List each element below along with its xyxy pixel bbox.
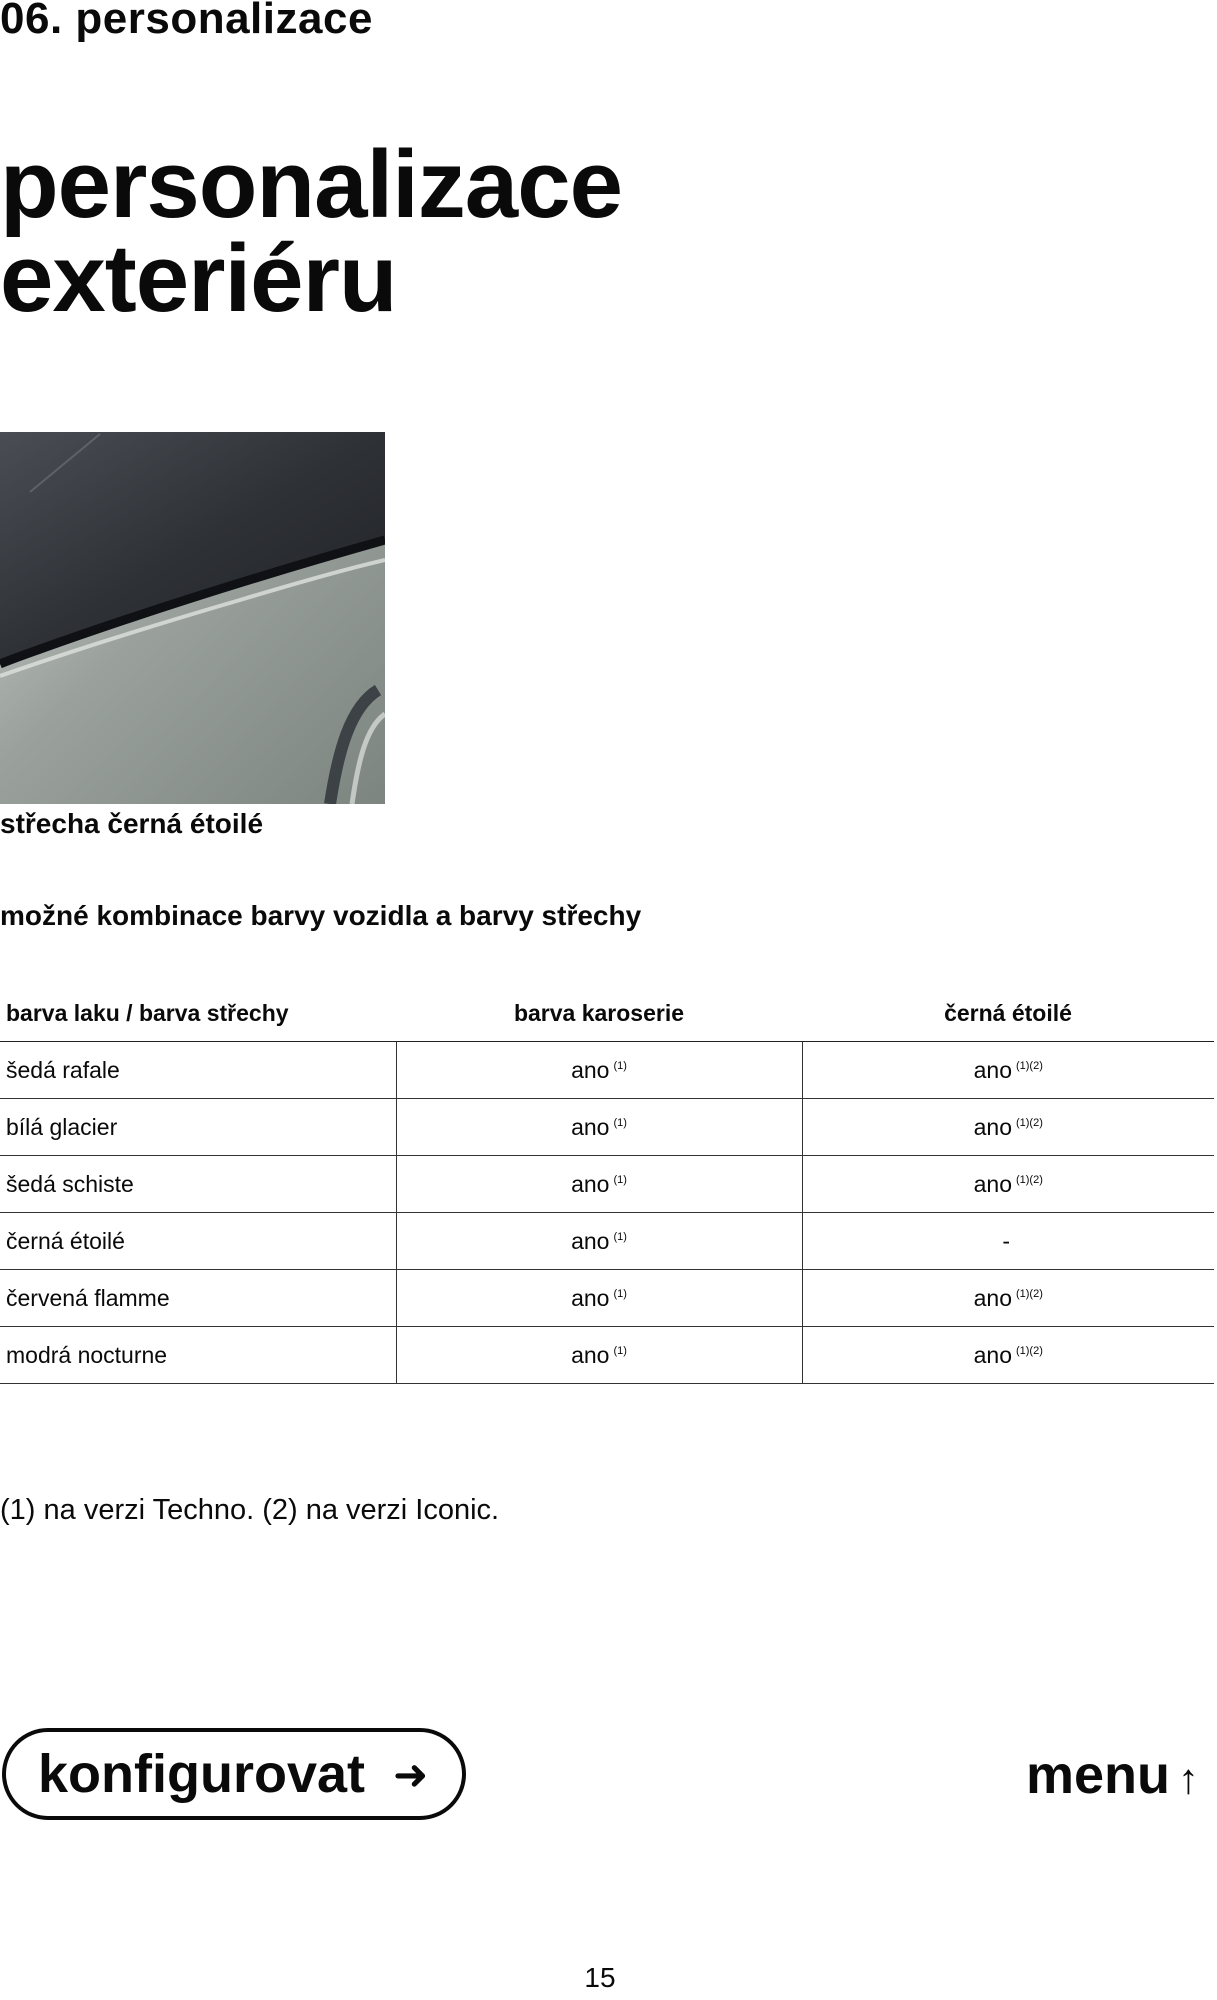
body-availability-value: ano (571, 1227, 610, 1254)
page-title-line-1: personalizace (0, 131, 622, 238)
roof-availability-value: - (1002, 1227, 1011, 1254)
roof-availability-note: (1)(2) (1015, 1287, 1043, 1300)
body-availability-note: (1) (613, 1287, 627, 1300)
cell-body-availability (396, 1327, 802, 1384)
cell-roof-availability (802, 1327, 1214, 1384)
table-row (0, 1099, 1214, 1156)
footnote: (1) na verzi Techno. (2) na verzi Iconic. (0, 1494, 500, 1526)
column-header-paint: barva laku / barva střechy (0, 985, 396, 1042)
arrow-up-icon: ↑ (1178, 1755, 1199, 1802)
menu-link-label: menu (1025, 1745, 1170, 1805)
roof-availability-note: (1)(2) (1015, 1059, 1043, 1072)
page-number: 15 (584, 1962, 616, 1993)
body-availability-value: ano (571, 1341, 610, 1368)
table-heading: možné kombinace barvy vozidla a barvy střechy (0, 900, 642, 931)
roof-availability-note: (1)(2) (1015, 1173, 1043, 1186)
roof-availability-note: (1)(2) (1015, 1116, 1043, 1129)
roof-availability-value: ano (973, 1170, 1012, 1197)
table-row (0, 1213, 1214, 1270)
color-combination-table (0, 985, 1214, 1384)
cell-body-availability (396, 1042, 802, 1099)
cell-roof-availability (802, 1156, 1214, 1213)
table-row (0, 1270, 1214, 1327)
body-availability-note: (1) (613, 1230, 627, 1243)
table-row (0, 1042, 1214, 1099)
arrow-right-icon: ➜ (393, 1750, 429, 1798)
cell-roof-availability (802, 1042, 1214, 1099)
photo-caption: střecha černá étoilé (0, 808, 264, 839)
cell-body-availability (396, 1099, 802, 1156)
configure-button-label: konfigurovat (38, 1744, 366, 1804)
cell-body-availability (396, 1156, 802, 1213)
body-availability-note: (1) (613, 1173, 627, 1186)
cell-body-availability (396, 1213, 802, 1270)
page-title-line-2: exteriéru (0, 225, 397, 332)
menu-link[interactable] (1026, 1744, 1199, 1806)
body-availability-value: ano (571, 1113, 610, 1140)
cell-paint-name: černá étoilé (0, 1213, 396, 1270)
roof-availability-value: ano (973, 1113, 1012, 1140)
roof-photo (0, 432, 385, 804)
cell-paint-name: šedá schiste (0, 1156, 396, 1213)
cell-roof-availability (802, 1270, 1214, 1327)
column-header-roof: černá étoilé (802, 985, 1214, 1042)
cell-roof-availability (802, 1213, 1214, 1270)
cell-body-availability (396, 1270, 802, 1327)
cell-paint-name: modrá nocturne (0, 1327, 396, 1384)
roof-availability-note: (1)(2) (1015, 1344, 1043, 1357)
body-availability-note: (1) (613, 1344, 627, 1357)
cell-roof-availability (802, 1099, 1214, 1156)
body-availability-value: ano (571, 1284, 610, 1311)
page-title (0, 131, 622, 332)
roof-availability-value: ano (973, 1056, 1012, 1083)
table-row (0, 1156, 1214, 1213)
section-title: 06. personalizace (0, 0, 373, 43)
body-availability-value: ano (571, 1056, 610, 1083)
cell-paint-name: bílá glacier (0, 1099, 396, 1156)
cell-paint-name: červená flamme (0, 1270, 396, 1327)
table-row (0, 1327, 1214, 1384)
roof-availability-value: ano (973, 1284, 1012, 1311)
cell-paint-name: šedá rafale (0, 1042, 396, 1099)
column-header-body: barva karoserie (396, 985, 802, 1042)
body-availability-value: ano (571, 1170, 610, 1197)
body-availability-note: (1) (613, 1116, 627, 1129)
table-header-row (0, 985, 1214, 1042)
configure-button[interactable] (2, 1728, 466, 1820)
roof-availability-value: ano (973, 1341, 1012, 1368)
body-availability-note: (1) (613, 1059, 627, 1072)
